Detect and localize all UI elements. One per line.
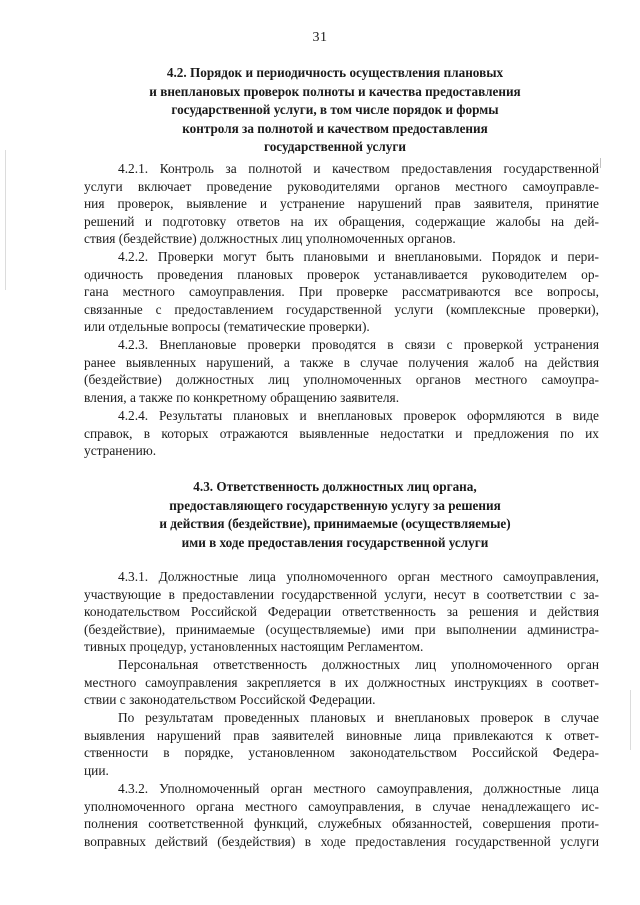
section-heading-4-2 <box>100 64 570 157</box>
text-line: 4.2.2. Проверки могут быть плановыми и внеплановыми. Порядок и пери- <box>118 249 599 264</box>
heading-line: 4.3. Ответственность должностных лиц органа, <box>193 479 477 494</box>
text-line: ственности в порядке, установленном законодательством Российской Федера- <box>84 745 599 761</box>
scan-margin-mark <box>5 150 6 290</box>
text-line: устранению. <box>84 443 157 459</box>
text-line: ствия (бездействие) должностных лиц уполномоченных органов. <box>84 231 456 247</box>
text-line: местного самоуправления закрепляется в их должностных инструкциях в соответ- <box>84 674 599 690</box>
text-line: ранее выявленных нарушений, а также в случае получения жалоб на действия <box>84 354 599 370</box>
text-line: гана местного самоуправления. При проверке рассматриваются все вопросы, <box>84 284 599 300</box>
text-line: ствии с законодательством Российской Федерации. <box>84 692 376 708</box>
text-line: связанные с предоставлением государственной услуги (комплексные проверки), <box>84 301 599 317</box>
paragraph-4-3-1 <box>84 568 599 656</box>
paragraph-personal-responsibility <box>84 656 599 709</box>
text-line: 4.3.2. Уполномоченный орган местного самоуправления, должностные лица <box>118 781 599 796</box>
text-line: 4.2.3. Внеплановые проверки проводятся в связи с проверкой устранения <box>118 337 599 352</box>
text-line: тивных процедур, установленных настоящим Регламентом. <box>84 639 424 655</box>
paragraph-4-2-2 <box>84 248 599 336</box>
heading-line: 4.2. Порядок и периодичность осуществления плановых <box>166 65 504 80</box>
text-line: вления, а также по конкретному обращению заявителя. <box>84 389 400 405</box>
heading-line: и действия (бездействие), принимаемые (осуществляемые) <box>159 516 511 531</box>
paragraph-4-2-1 <box>84 160 599 248</box>
text-line: полнения соответственной функций, служебных обязанностей, совершения проти- <box>84 816 599 832</box>
scan-margin-mark <box>630 690 631 750</box>
heading-line: предоставляющего государственную услугу за решения <box>169 497 501 513</box>
text-line: (бездействие) должностных лиц уполномоченных органов местного самоупра- <box>84 372 599 388</box>
heading-line: государственной услуги, в том числе порядок и формы <box>171 102 499 117</box>
text-line: ния проверок, выявление и устранение нарушений прав заявителя, принятие <box>84 196 599 212</box>
text-line: 4.3.1. Должностные лица уполномоченного орган местного самоуправления, <box>118 569 599 584</box>
paragraph-4-2-4 <box>84 407 599 460</box>
scan-margin-mark <box>600 158 601 168</box>
text-line: или отдельные вопросы (тематические проверки). <box>84 319 370 335</box>
page-number: 31 <box>312 30 328 45</box>
text-line: (бездействие), принимаемые (осуществляемые) ими при выполнении администра- <box>84 621 599 637</box>
heading-line: контроля за полнотой и качеством предоставления <box>182 120 488 136</box>
heading-line: ими в ходе предоставления государственной услуги <box>181 534 489 550</box>
text-line: 4.2.4. Результаты плановых и внеплановых проверок оформляются в виде <box>118 408 599 423</box>
text-line: По результатам проведенных плановых и внеплановых проверок в случае <box>118 710 599 725</box>
text-line: 4.2.1. Контроль за полнотой и качеством предоставления государственной <box>118 161 599 176</box>
section-heading-4-3 <box>100 478 570 552</box>
paragraph-4-3-2 <box>84 780 599 850</box>
heading-line: государственной услуги <box>264 139 406 154</box>
text-line: решений и подготовку ответов на их обращения, содержащие жалобы на дей- <box>84 213 599 229</box>
text-line: одичность проведения плановых проверок устанавливается руководителем ор- <box>84 266 599 282</box>
text-line: воправных действий (бездействия) в ходе предоставления государственной услуги <box>84 833 599 849</box>
text-line: участвующие в предоставлении государственной услуги, несут в соответствии с за- <box>84 586 599 602</box>
heading-line: и внеплановых проверок полноты и качества предоставления <box>149 83 521 99</box>
text-line: услуги включает проведение руководителями органов местного самоуправле- <box>84 178 599 194</box>
text-line: выявления нарушений прав заявителей виновные лица привлекаются к ответ- <box>84 727 599 743</box>
text-line: Персональная ответственность должностных лиц уполномоченного орган <box>118 657 599 672</box>
text-line: конодательством Российской Федерации ответственность за решения и действия <box>84 604 599 620</box>
text-line: уполномоченного органа местного самоуправления, в случае ненадлежащего ис- <box>84 798 599 814</box>
text-line: ции. <box>84 762 109 778</box>
paragraph-4-2-3 <box>84 336 599 406</box>
paragraph-inspection-results <box>84 709 599 779</box>
text-line: справок, в которых отражаются выявленные недостатки и предложения по их <box>84 425 599 441</box>
